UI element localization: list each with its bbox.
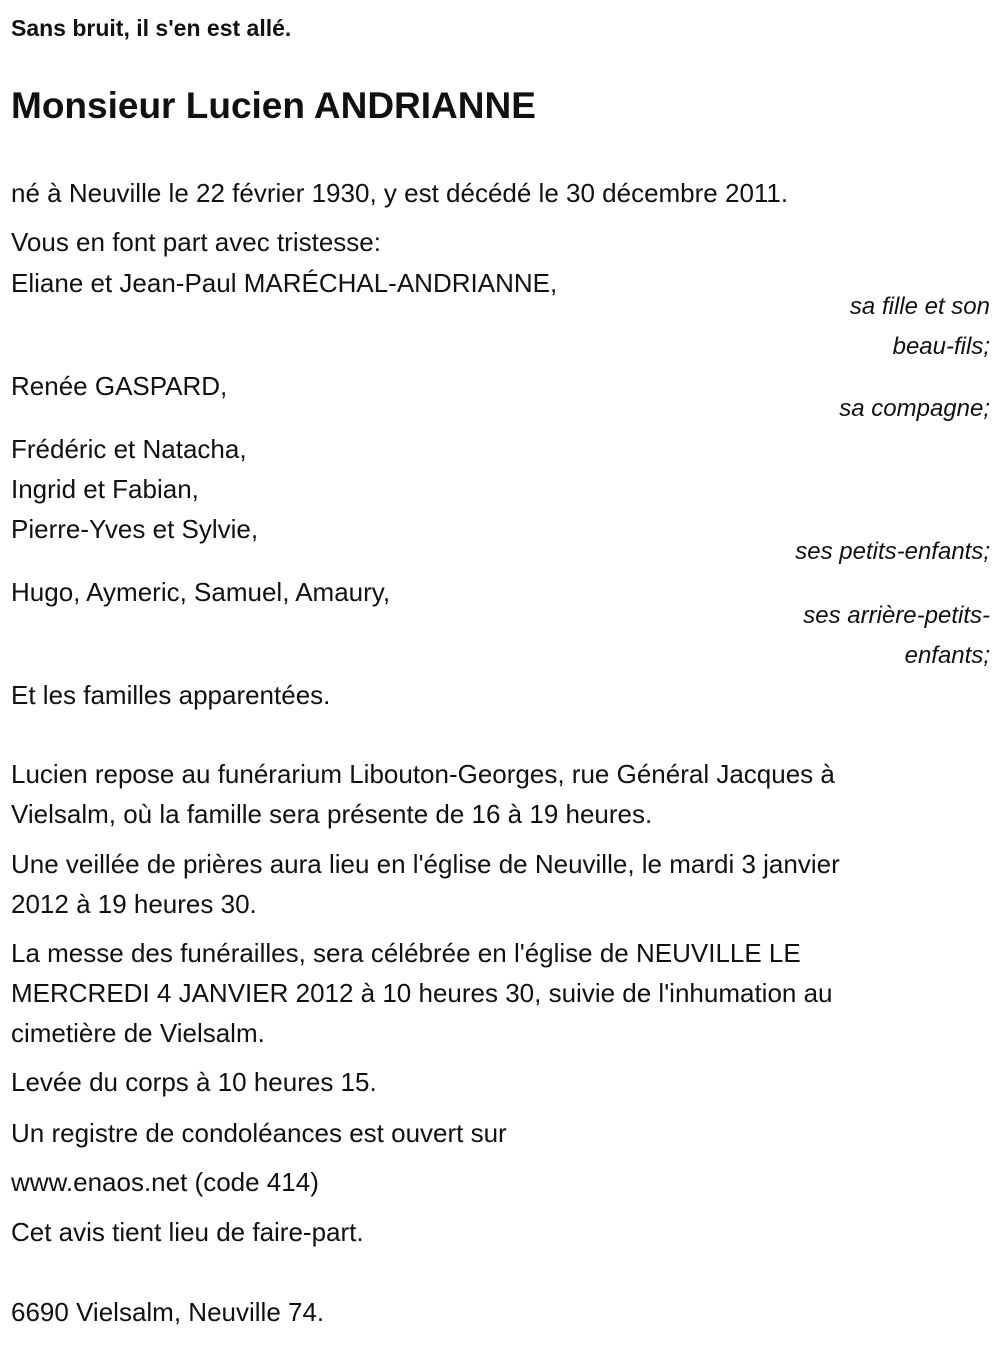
paragraph-line: Levée du corps à 10 heures 15. — [11, 1067, 377, 1097]
paragraph-line: MERCREDI 4 JANVIER 2012 à 10 heures 30, suivie de l'inhumation au — [11, 978, 833, 1008]
paragraph-line: La messe des funérailles, sera célébrée en l'église de NEUVILLE LE — [11, 938, 801, 968]
families-text: Et les familles apparentées. — [11, 680, 331, 710]
intro-text: Vous en font part avec tristesse: — [11, 227, 381, 257]
paragraph-line: Vielsalm, où la famille sera présente de 16 à 19 heures. — [11, 799, 653, 829]
family-name: Hugo, Aymeric, Samuel, Amaury, — [11, 577, 391, 607]
paragraph-line: Lucien repose au funérarium Libouton-Georges, rue Général Jacques à — [11, 759, 835, 789]
condolence-link[interactable]: www.enaos.net (code 414) — [11, 1167, 319, 1197]
birth-death-text: né à Neuville le 22 février 1930, y est décédé le 30 décembre 2011. — [11, 178, 789, 208]
family-relation: sa fille et son — [849, 293, 990, 320]
paragraph-line: Un registre de condoléances est ouvert sur — [11, 1118, 507, 1148]
family-name: Frédéric et Natacha, — [11, 434, 247, 464]
paragraph-line: Une veillée de prières aura lieu en l'église de Neuville, le mardi 3 janvier — [11, 849, 840, 879]
paragraph-line: cimetière de Vielsalm. — [11, 1018, 265, 1048]
family-relation: beau-fils; — [892, 333, 990, 360]
family-name: Pierre-Yves et Sylvie, — [11, 514, 259, 544]
family-name: Ingrid et Fabian, — [11, 474, 199, 504]
paragraph-line: Cet avis tient lieu de faire-part. — [11, 1217, 364, 1247]
page-title: Monsieur Lucien ANDRIANNE — [11, 85, 536, 126]
family-relation: ses petits-enfants; — [795, 538, 990, 565]
family-relation: sa compagne; — [839, 395, 990, 422]
family-name: Eliane et Jean-Paul MARÉCHAL-ANDRIANNE, — [11, 268, 558, 298]
address-text: 6690 Vielsalm, Neuville 74. — [11, 1297, 325, 1327]
paragraph-line: 2012 à 19 heures 30. — [11, 889, 257, 919]
family-name: Renée GASPARD, — [11, 371, 228, 401]
family-relation: enfants; — [904, 642, 990, 669]
header-tagline: Sans bruit, il s'en est allé. — [11, 15, 292, 41]
family-relation: ses arrière-petits- — [803, 602, 990, 629]
